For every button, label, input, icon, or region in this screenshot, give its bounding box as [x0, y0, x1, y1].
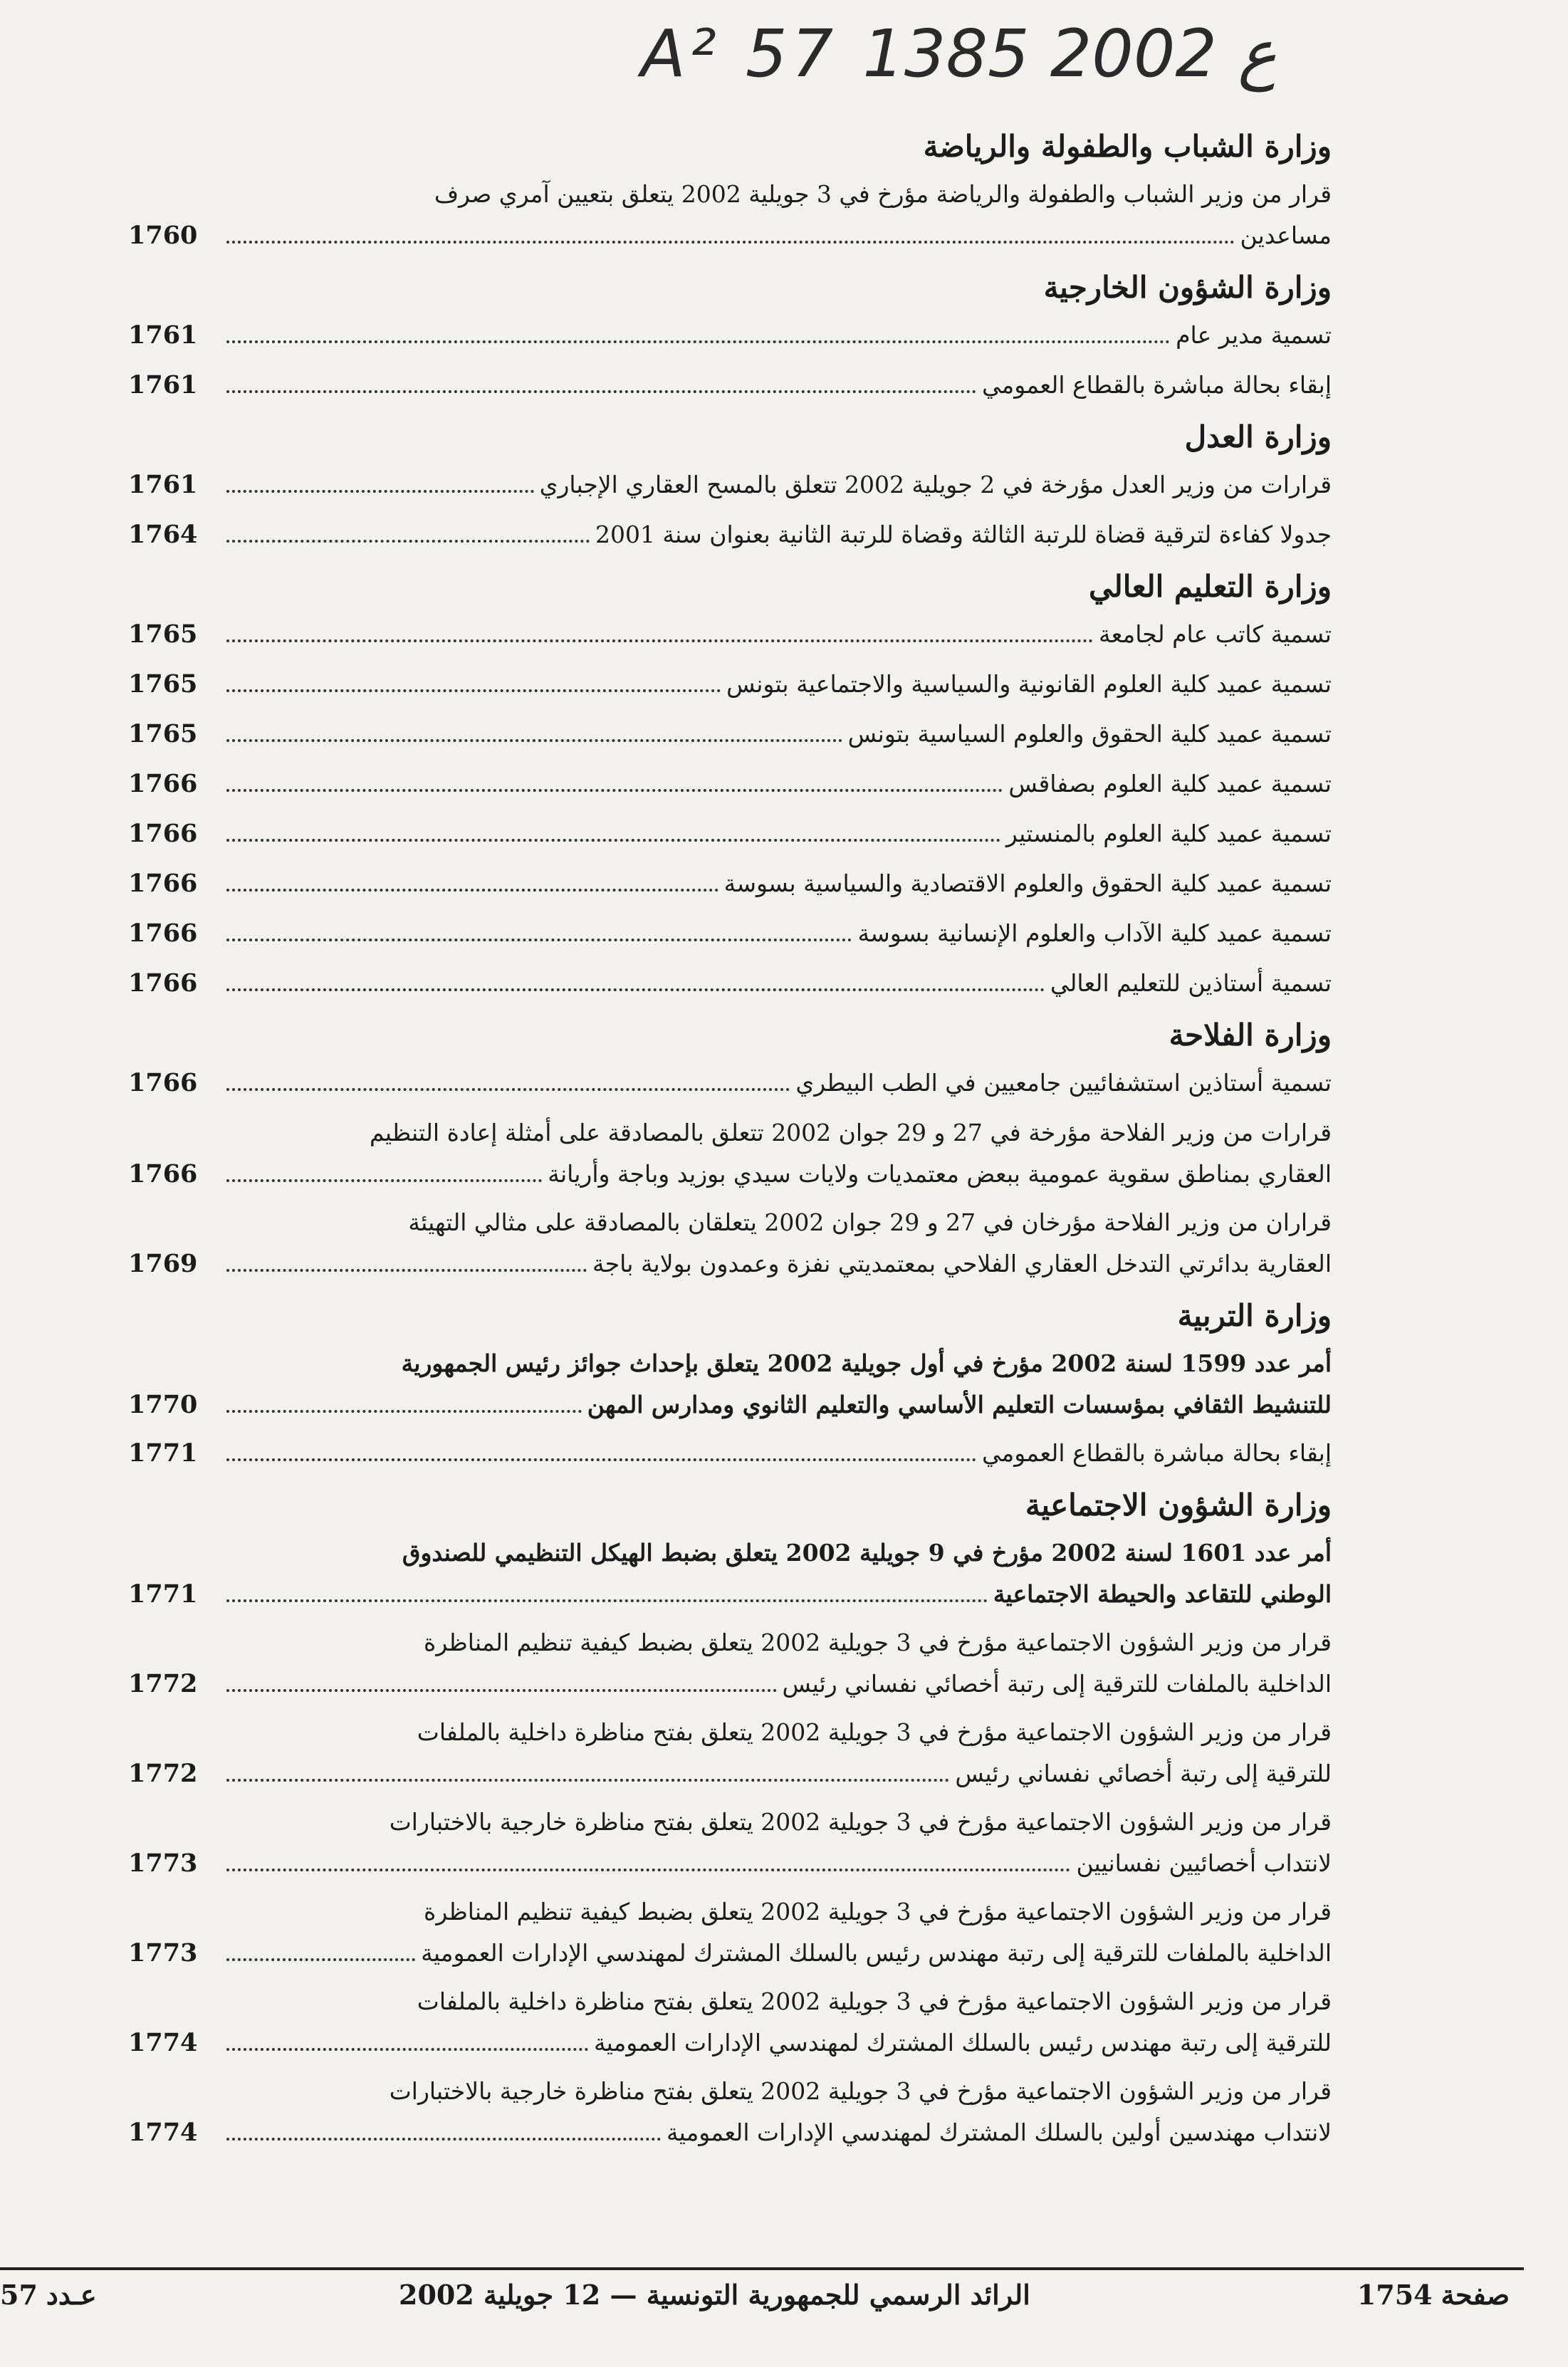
- toc-entry-line: [128, 1802, 1332, 1843]
- ministry-heading: وزارة الشباب والطفولة والرياضة: [923, 129, 1332, 164]
- footer-page-number: 1754: [1357, 2279, 1433, 2311]
- toc-page-number: 1766: [128, 1068, 198, 1097]
- dot-leader: [226, 639, 1093, 642]
- dot-leader: [226, 1958, 415, 1961]
- toc-entry-text: قرار من وزير الشؤون الاجتماعية مؤرخ في 3 جويلية 2002 يتعلق بضبط كيفية تنظيم المناظرة: [424, 1629, 1332, 1656]
- toc-entry: [128, 315, 1332, 356]
- toc-page-number: 1761: [128, 320, 198, 350]
- toc-entry: [128, 365, 1332, 406]
- toc-entry-text: تسمية كاتب عام لجامعة: [1098, 620, 1332, 648]
- toc-entry: [128, 1062, 1332, 1104]
- dot-leader: [226, 1087, 790, 1091]
- toc-entry-text: تسمية عميد كلية الحقوق والعلوم الاقتصادية والسياسية بسوسة: [723, 869, 1332, 897]
- toc-entry-text: الوطني للتقاعد والحيطة الاجتماعية: [993, 1580, 1332, 1608]
- toc-entry-line: [128, 1062, 1332, 1104]
- toc-entry-line: [128, 2071, 1332, 2112]
- dot-leader: [226, 1868, 1070, 1871]
- dot-leader: [226, 788, 1003, 792]
- toc-entry-line: [128, 763, 1332, 805]
- dot-leader: [226, 340, 1170, 343]
- toc-entry-text: تسمية عميد كلية العلوم القانونية والسياسية والاجتماعية بتونس: [726, 670, 1332, 698]
- dot-leader: [226, 2137, 661, 2141]
- toc-entry-text: أمر عدد 1599 لسنة 2002 مؤرخ في أول جويلية 2002 يتعلق بإحداث جوائز رئيس الجمهورية: [401, 1349, 1332, 1377]
- toc-entry-line: [128, 1891, 1332, 1933]
- toc-entry-text: جدولا كفاءة لترقية قضاة للرتبة الثالثة وقضاة للرتبة الثانية بعنوان سنة 2001: [595, 521, 1332, 548]
- toc-entry-line: [128, 464, 1332, 506]
- toc-entry-line: [128, 2112, 1332, 2153]
- ministry-section: [128, 1017, 1332, 1285]
- toc-entry-line: [128, 1574, 1332, 1615]
- toc-page-number: 1766: [128, 968, 198, 998]
- toc-page-number: 1771: [128, 1579, 198, 1609]
- toc-entry-text: لانتداب مهندسين أولين بالسلك المشترك لمهندسي الإدارات العمومية: [666, 2118, 1332, 2146]
- dot-leader: [226, 888, 718, 892]
- dot-leader: [226, 1458, 976, 1461]
- footer-page: [1357, 2279, 1510, 2311]
- toc-entry-line: [128, 1663, 1332, 1705]
- toc-entry-line: [128, 1843, 1332, 1884]
- toc-entry: [128, 464, 1332, 506]
- dot-leader: [226, 2047, 588, 2051]
- toc-entry-text: تسمية عميد كلية العلوم بالمنستير: [1005, 820, 1332, 847]
- toc-entry-line: [128, 1622, 1332, 1663]
- toc-entry-line: [128, 1384, 1332, 1426]
- toc-entry: [128, 813, 1332, 855]
- ministry-section: [128, 128, 1332, 256]
- toc-entry: [128, 1202, 1332, 1285]
- toc-entry-line: [128, 1343, 1332, 1384]
- dot-leader: [226, 1778, 949, 1782]
- dot-leader: [226, 1268, 587, 1272]
- toc-entry-text: تسمية مدير عام: [1176, 321, 1332, 349]
- dot-leader: [226, 1688, 777, 1692]
- ministry-section: [128, 419, 1332, 555]
- toc-entry: [128, 763, 1332, 805]
- dot-leader: [226, 489, 534, 493]
- toc-entry-line: [128, 1753, 1332, 1794]
- toc-entry-line: [128, 315, 1332, 356]
- toc-page-number: 1773: [128, 1938, 198, 1968]
- toc-entry-text: قرارات من وزير العدل مؤرخة في 2 جويلية 2002 تتعلق بالمسح العقاري الإجباري: [539, 471, 1332, 498]
- dot-leader: [226, 240, 1235, 244]
- toc-entry-line: [128, 1981, 1332, 2022]
- toc-entry-text: قرار من وزير الشؤون الاجتماعية مؤرخ في 3 جويلية 2002 يتعلق بفتح مناظرة خارجية بالاختبارات: [389, 2077, 1332, 2105]
- toc-entry-line: [128, 1532, 1332, 1574]
- toc-page-number: 1766: [128, 869, 198, 898]
- toc-entry: [128, 1712, 1332, 1794]
- toc-entry-text: قرار من وزير الشؤون الاجتماعية مؤرخ في 3 جويلية 2002 يتعلق بفتح مناظرة خارجية بالاختبارات: [389, 1808, 1332, 1836]
- ministry-heading: وزارة العدل: [1184, 419, 1332, 454]
- dot-leader: [226, 738, 842, 742]
- toc-page-number: 1765: [128, 669, 198, 699]
- toc-page-number: 1766: [128, 769, 198, 798]
- toc-entry-line: [128, 963, 1332, 1004]
- toc-page-number: 1761: [128, 370, 198, 399]
- toc-entry-text: الداخلية بالملفات للترقية إلى رتبة أخصائي نفساني رئيس: [782, 1670, 1332, 1698]
- toc-entry-line: [128, 614, 1332, 655]
- toc-entry: [128, 1112, 1332, 1195]
- toc-entry-text: تسمية أستاذين استشفائيين جامعيين في الطب البيطري: [795, 1069, 1332, 1097]
- dot-leader: [226, 838, 1000, 842]
- toc-entry-text: تسمية عميد كلية الآداب والعلوم الإنسانية بسوسة: [857, 919, 1332, 947]
- toc-entry-text: العقاري بمناطق سقوية عمومية ببعض معتمديات ولايات سيدي بوزيد وباجة وأريانة: [548, 1160, 1332, 1188]
- toc-page-number: 1770: [128, 1390, 198, 1419]
- toc-entry-line: [128, 1202, 1332, 1243]
- dot-leader: [226, 1599, 988, 1602]
- dot-leader: [226, 938, 852, 941]
- toc-entry-text: إبقاء بحالة مباشرة بالقطاع العمومي: [982, 1439, 1332, 1467]
- toc-page-number: 1766: [128, 1159, 198, 1188]
- toc-entry-text: العقارية بدائرتي التدخل العقاري الفلاحي بمعتمديتي نفزة وعمدون بولاية باجة: [592, 1250, 1332, 1277]
- toc-entry-text: تسمية عميد كلية العلوم بصفاقس: [1008, 770, 1332, 798]
- toc-entry-text: لانتداب أخصائيين نفسانيين: [1076, 1849, 1332, 1877]
- toc-entry-text: قرار من وزير الشؤون الاجتماعية مؤرخ في 3 جويلية 2002 يتعلق بفتح مناظرة داخلية بالملفات: [417, 1718, 1332, 1746]
- dot-leader: [226, 1409, 582, 1413]
- toc-entry-text: قرار من وزير الشؤون الاجتماعية مؤرخ في 3 جويلية 2002 يتعلق بفتح مناظرة داخلية بالملفات: [417, 1987, 1332, 2015]
- ministry-heading: وزارة التعليم العالي: [1088, 569, 1332, 604]
- toc-entry-line: [128, 365, 1332, 406]
- toc-page-number: 1774: [128, 2118, 198, 2147]
- toc-entry-text: الداخلية بالملفات للترقية إلى رتبة مهندس رئيس بالسلك المشترك لمهندسي الإدارات العمومية: [421, 1939, 1332, 1967]
- table-of-contents: [128, 115, 1332, 2160]
- toc-page-number: 1764: [128, 520, 198, 549]
- toc-entry: [128, 174, 1332, 256]
- handwritten-annotation: A² 57 ع 2002 1385: [641, 16, 1277, 92]
- footer-issue-label: عـدد: [46, 2279, 97, 2311]
- toc-entry: [128, 1622, 1332, 1705]
- ministry-section: [128, 1297, 1332, 1474]
- toc-entry: [128, 1343, 1332, 1426]
- footer-rule: [0, 2267, 1524, 2270]
- toc-entry: [128, 614, 1332, 655]
- toc-page-number: 1773: [128, 1849, 198, 1878]
- toc-entry-line: [128, 714, 1332, 755]
- toc-entry-text: تسمية عميد كلية الحقوق والعلوم السياسية بتونس: [847, 720, 1332, 748]
- dot-leader: [226, 390, 976, 393]
- ministry-heading: وزارة الشؤون الاجتماعية: [1025, 1488, 1332, 1522]
- toc-page-number: 1769: [128, 1249, 198, 1278]
- toc-entry-line: [128, 174, 1332, 215]
- toc-entry-line: [128, 863, 1332, 904]
- page-footer: [0, 2279, 1524, 2329]
- dot-leader: [226, 689, 721, 692]
- toc-entry-line: [128, 514, 1332, 555]
- ministry-heading: وزارة الشؤون الخارجية: [1043, 270, 1332, 305]
- toc-entry-line: [128, 1243, 1332, 1285]
- toc-page-number: 1766: [128, 819, 198, 848]
- toc-entry-line: [128, 664, 1332, 705]
- toc-entry-text: إبقاء بحالة مباشرة بالقطاع العمومي: [982, 371, 1332, 399]
- toc-entry-line: [128, 2022, 1332, 2064]
- toc-entry-line: [128, 215, 1332, 256]
- toc-entry-text: قرار من وزير الشؤون الاجتماعية مؤرخ في 3 جويلية 2002 يتعلق بضبط كيفية تنظيم المناظرة: [424, 1898, 1332, 1926]
- toc-entry-text: قراران من وزير الفلاحة مؤرخان في 27 و 29 جوان 2002 يتعلقان بالمصادقة على مثالي التهيئة: [408, 1208, 1332, 1236]
- toc-entry-text: مساعدين: [1240, 221, 1332, 249]
- toc-entry-text: للترقية إلى رتبة أخصائي نفساني رئيس: [955, 1760, 1332, 1787]
- toc-entry-text: قرار من وزير الشباب والطفولة والرياضة مؤرخ في 3 جويلية 2002 يتعلق بتعيين آمري صرف: [434, 180, 1332, 208]
- toc-entry-line: [128, 913, 1332, 954]
- dot-leader: [226, 1179, 542, 1182]
- dot-leader: [226, 988, 1045, 991]
- toc-entry-line: [128, 813, 1332, 855]
- toc-entry: [128, 1433, 1332, 1474]
- toc-page-number: 1772: [128, 1759, 198, 1788]
- toc-entry-text: أمر عدد 1601 لسنة 2002 مؤرخ في 9 جويلية 2002 يتعلق بضبط الهيكل التنظيمي للصندوق: [402, 1539, 1332, 1567]
- toc-entry: [128, 664, 1332, 705]
- toc-page-number: 1765: [128, 719, 198, 748]
- toc-entry: [128, 2071, 1332, 2153]
- dot-leader: [226, 539, 590, 543]
- toc-entry-line: [128, 1933, 1332, 1974]
- toc-entry-text: للترقية إلى رتبة مهندس رئيس بالسلك المشترك لمهندسي الإدارات العمومية: [593, 2029, 1332, 2057]
- toc-entry-line: [128, 1112, 1332, 1154]
- toc-page-number: 1761: [128, 470, 198, 499]
- footer-page-label: صفحة: [1441, 2279, 1510, 2311]
- toc-entry: [128, 714, 1332, 755]
- footer-issue: [0, 2279, 97, 2311]
- toc-entry-text: للتنشيط الثقافي بمؤسسات التعليم الأساسي والتعليم الثانوي ومدارس المهن: [587, 1391, 1332, 1418]
- ministry-heading: وزارة التربية: [1177, 1298, 1332, 1333]
- toc-entry: [128, 1532, 1332, 1615]
- toc-page-number: 1774: [128, 2028, 198, 2057]
- footer-journal-title: الرائد الرسمي للجمهورية التونسية — 12 جويلية 2002: [399, 2279, 1030, 2311]
- ministry-section: [128, 568, 1332, 1004]
- ministry-section: [128, 1487, 1332, 2153]
- toc-page-number: 1765: [128, 620, 198, 649]
- footer-issue-number: 57: [0, 2279, 38, 2311]
- toc-page-number: 1772: [128, 1669, 198, 1698]
- toc-entry: [128, 514, 1332, 555]
- toc-entry-line: [128, 1712, 1332, 1753]
- toc-page-number: 1760: [128, 221, 198, 250]
- toc-entry-text: قرارات من وزير الفلاحة مؤرخة في 27 و 29 جوان 2002 تتعلق بالمصادقة على أمثلة إعادة التنظيم: [369, 1119, 1332, 1146]
- ministry-section: [128, 269, 1332, 406]
- toc-entry: [128, 963, 1332, 1004]
- toc-page-number: 1771: [128, 1438, 198, 1468]
- toc-entry: [128, 1981, 1332, 2064]
- toc-entry: [128, 1802, 1332, 1884]
- toc-entry-line: [128, 1154, 1332, 1195]
- toc-entry: [128, 913, 1332, 954]
- toc-entry-line: [128, 1433, 1332, 1474]
- toc-entry: [128, 863, 1332, 904]
- ministry-heading: وزارة الفلاحة: [1169, 1018, 1332, 1052]
- toc-entry: [128, 1891, 1332, 1974]
- toc-page-number: 1766: [128, 919, 198, 948]
- toc-entry-text: تسمية أستاذين للتعليم العالي: [1050, 969, 1332, 997]
